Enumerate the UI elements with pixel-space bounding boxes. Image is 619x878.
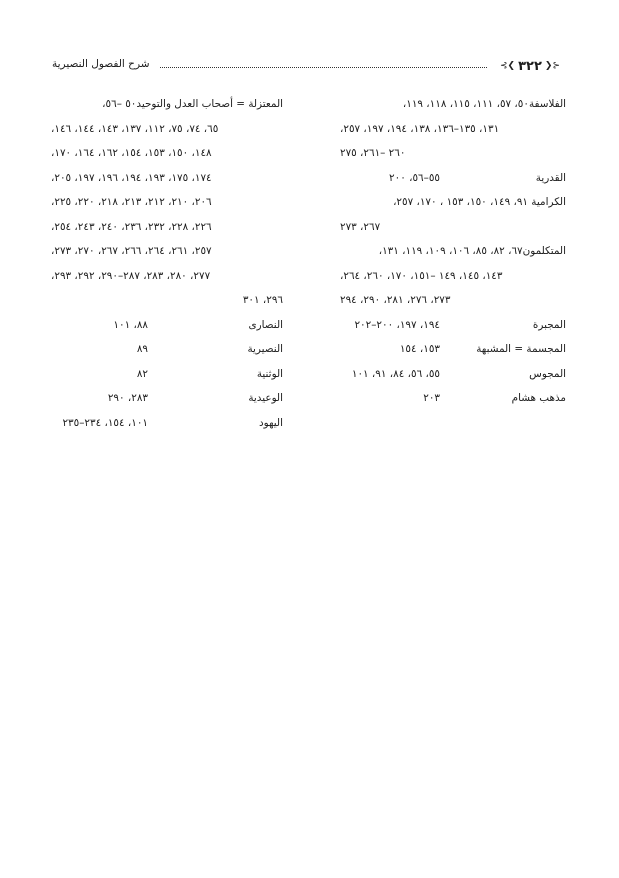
page-header xyxy=(52,58,567,78)
index-line xyxy=(340,266,566,291)
index-continuation: ١٣١، ١٣٥–١٣٦، ١٣٨، ١٩٤، ١٩٧، ٢٥٧، xyxy=(340,122,500,135)
index-term: القدرية xyxy=(535,171,566,184)
page-references: ٨٩ xyxy=(136,343,148,355)
index-line xyxy=(51,217,283,242)
page-references: ٨٢ xyxy=(136,367,148,380)
index-line xyxy=(51,241,283,266)
index-line xyxy=(51,388,283,413)
index-line xyxy=(340,364,566,389)
index-line xyxy=(340,290,566,315)
page-number-frame xyxy=(493,56,567,76)
index-term: النصارى xyxy=(248,318,283,331)
index-term: مذهب هشام xyxy=(511,392,566,404)
page-references: ١٠١، ١٥٤، ٢٣٤–٢٣٥ xyxy=(62,416,148,429)
index-continuation: ١٤٣، ١٤٥، ١٤٩ –١٥١، ١٧٠، ٢٦٠، ٢٦٤، xyxy=(340,269,503,282)
index-line xyxy=(51,315,283,340)
index-continuation: ٢٦٠ –٢٦١، ٢٧٥ xyxy=(340,147,406,159)
ornament-right-icon: ❯⊱ xyxy=(544,61,560,71)
page-number: ٣٢٢ xyxy=(518,58,542,74)
index-continuation: ٢٢٦، ٢٢٨، ٢٣٢، ٢٣٦، ٢٤٠، ٢٤٣، ٢٥٤، xyxy=(51,220,212,233)
index-line xyxy=(51,364,283,389)
index-column-right xyxy=(340,94,566,413)
index-line xyxy=(51,119,283,144)
index-line xyxy=(51,143,283,168)
index-continuation: ٢٠٦، ٢١٠، ٢١٢، ٢١٣، ٢١٨، ٢٢٠، ٢٢٥، xyxy=(51,196,212,208)
page-references: ١٥٣، ١٥٤ xyxy=(399,343,440,355)
index-entry: المتكلمون٦٧، ٨٢، ٨٥، ١٠٦، ١٠٩، ١١٩، ١٣١، xyxy=(378,245,566,257)
index-continuation: ٢٧٧، ٢٨٠، ٢٨٣، ٢٨٧–٢٩٠، ٢٩٢، ٢٩٣، xyxy=(51,269,211,282)
index-continuation: ٢٥٧، ٢٦١، ٢٦٤، ٢٦٦، ٢٦٧، ٢٧٠، ٢٧٣، xyxy=(51,245,212,257)
index-line xyxy=(340,241,566,266)
index-entry: الفلاسفة٥٠، ٥٧، ١١١، ١١٥، ١١٨، ١١٩، xyxy=(402,98,566,110)
page-references: ٢٠٣ xyxy=(423,392,440,404)
page-references: ٥٥–٥٦، ٢٠٠ xyxy=(389,171,440,184)
index-line xyxy=(340,192,566,217)
index-continuation: ١٧٤، ١٧٥، ١٩٣، ١٩٤، ١٩٦، ١٩٧، ٢٠٥، xyxy=(51,171,212,184)
index-column-left xyxy=(51,94,283,437)
index-line xyxy=(51,168,283,193)
page-references: ٨٨، ١٠١ xyxy=(113,318,148,331)
index-continuation: ٢٧٣، ٢٧٦، ٢٨١، ٢٩٠، ٢٩٤ xyxy=(340,294,451,306)
index-line xyxy=(51,290,283,315)
index-term: المجوس xyxy=(529,367,566,380)
index-line xyxy=(51,192,283,217)
index-line xyxy=(340,217,566,242)
index-line xyxy=(340,388,566,413)
leader-dots xyxy=(160,67,487,68)
index-line xyxy=(340,315,566,340)
index-line xyxy=(340,168,566,193)
ornament-left-icon: ⊰❮ xyxy=(500,61,516,71)
index-line xyxy=(51,94,283,119)
index-line xyxy=(51,266,283,291)
index-line xyxy=(340,339,566,364)
page-references: ٥٥، ٥٦، ٨٤، ٩١، ١٠١ xyxy=(351,367,440,380)
index-continuation: ٢٦٧، ٢٧٣ xyxy=(340,220,381,233)
index-term: الوعيدية xyxy=(248,392,283,404)
running-title: شرح الفصول النصيرية xyxy=(52,58,150,70)
index-line xyxy=(340,94,566,119)
index-term: الوثنية xyxy=(256,367,283,380)
index-term: المجسمة = المشبهة xyxy=(476,343,566,355)
index-line xyxy=(340,119,566,144)
index-line xyxy=(340,143,566,168)
index-term: اليهود xyxy=(259,416,283,429)
index-entry: الكرامية ٩١، ١٤٩، ١٥٠، ١٥٣ ، ١٧٠، ٢٥٧، xyxy=(393,196,566,208)
index-continuation: ٦٥، ٧٤، ٧٥، ١١٢، ١٣٧، ١٤٣، ١٤٤، ١٤٦، xyxy=(51,122,219,135)
index-continuation: ١٤٨، ١٥٠، ١٥٣، ١٥٤، ١٦٢، ١٦٤، ١٧٠، xyxy=(51,147,212,159)
index-continuation: ٢٩٦، ٣٠١ xyxy=(242,294,283,306)
index-line xyxy=(51,413,283,438)
index-entry: المعتزلة = أصحاب العدل والتوحيد٥٠ –٥٦، xyxy=(102,98,283,110)
index-term: النصيرية xyxy=(247,343,283,355)
index-term: المجبرة xyxy=(532,318,566,331)
page-references: ١٩٤، ١٩٧، ٢٠٠–٢٠٢ xyxy=(354,318,440,331)
page-references: ٢٨٣، ٢٩٠ xyxy=(107,392,148,404)
index-line xyxy=(51,339,283,364)
